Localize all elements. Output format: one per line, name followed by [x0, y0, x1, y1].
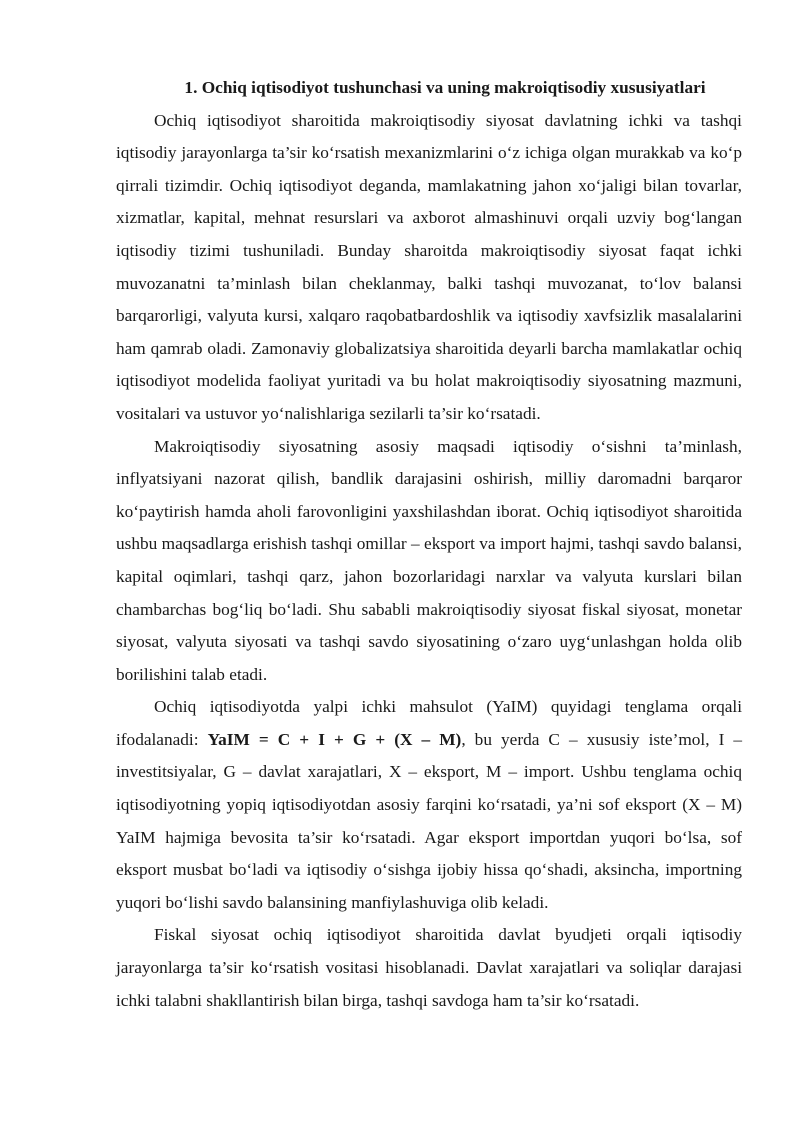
paragraph-open-economy-definition: Ochiq iqtisodiyot sharoitida makroiqtisodiy siyosat davlatning ichki va tashqi iqtisodiy jarayonlarga ta’sir ko‘rsatish mexanizmlarini o‘z ichiga olgan murakkab va ko‘p qirrali tizimdir. Ochiq iqtisodiyot deganda, mamlakatning jahon xo‘jaligi bilan tovarlar, xizmatlar, kapital, mehnat resurslari va axborot almashinuvi orqali uzviy bog‘langan iqtisodiy tizimi tushuniladi. Bunday sharoitda makroiqtisodiy siyosat faqat ichki muvozanatni ta’minlash bilan cheklanmay, balki tashqi muvozanat, to‘lov balansi barqarorligi, valyuta kursi, xalqaro raqobatbardoshlik va iqtisodiy xavfsizlik masalalarini ham qamrab oladi. Zamonaviy globalizatsiya sharoitida deyarli barcha mamlakatlar ochiq iqtisodiyot modelida faoliyat yuritadi va bu holat makroiqtisodiy siyosatning mazmuni, vositalari va ustuvor yo‘nalishlariga sezilarli ta’sir ko‘rsatadi. [116, 110, 742, 423]
section-heading: 1. Ochiq iqtisodiyot tushunchasi va uning makroiqtisodiy xususiyatlari [184, 78, 706, 97]
paragraph-gdp-equation [116, 691, 742, 919]
gdp-text-before: Ochiq iqtisodiyotda yalpi ichki mahsulot (YaIM) quyidagi tenglama orqali ifodalanadi: [116, 697, 742, 749]
gdp-formula: YaIM = C + I + G + (X – M) [207, 729, 462, 749]
paragraph-macro-policy-goals: Makroiqtisodiy siyosatning asosiy maqsadi iqtisodiy o‘sishni ta’minlash, inflyatsiyani nazorat qilish, bandlik darajasini oshirish, milliy daromadni barqaror ko‘paytirish hamda aholi farovonligini yaxshilashdan iborat. Ochiq iqtisodiyot sharoitida ushbu maqsadlarga erishish tashqi omillar – eksport va import hajmi, tashqi savdo balansi, kapital oqimlari, tashqi qarz, jahon bozorlaridagi narxlar va valyuta kurslari bilan chambarchas bog‘liq bo‘ladi. Shu sababli makroiqtisodiy siyosat fiskal siyosat, monetar siyosat, valyuta siyosati va tashqi savdo siyosatining o‘zaro uyg‘unlashgan holda olib borilishini talab etadi. [116, 436, 742, 684]
paragraph-fiscal-policy: Fiskal siyosat ochiq iqtisodiyot sharoitida davlat byudjeti orqali iqtisodiy jarayonlarga ta’sir ko‘rsatish vositasi hisoblanadi. Davlat xarajatlari va soliqlar darajasi ichki talabni shakllantirish bilan birga, tashqi savdoga ham ta’sir ko‘rsatadi. [116, 925, 742, 1010]
document-page [116, 72, 742, 1017]
gdp-text-after: , bu yerda C – xususiy iste’mol, I – investitsiyalar, G – davlat xarajatlari, X – eksport, M – import. Ushbu tenglama ochiq iqtisodiyotning yopiq iqtisodiyotdan asosiy farqini ko‘rsatadi, ya’ni sof eksport (X – M) YaIM hajmiga bevosita ta’sir ko‘rsatadi. Agar eksport importdan yuqori bo‘lsa, sof eksport musbat bo‘ladi va iqtisodiy o‘sishga ijobiy hissa qo‘shadi, aksincha, importning yuqori bo‘lishi savdo balansining manfiylashuviga olib keladi. [116, 729, 743, 912]
